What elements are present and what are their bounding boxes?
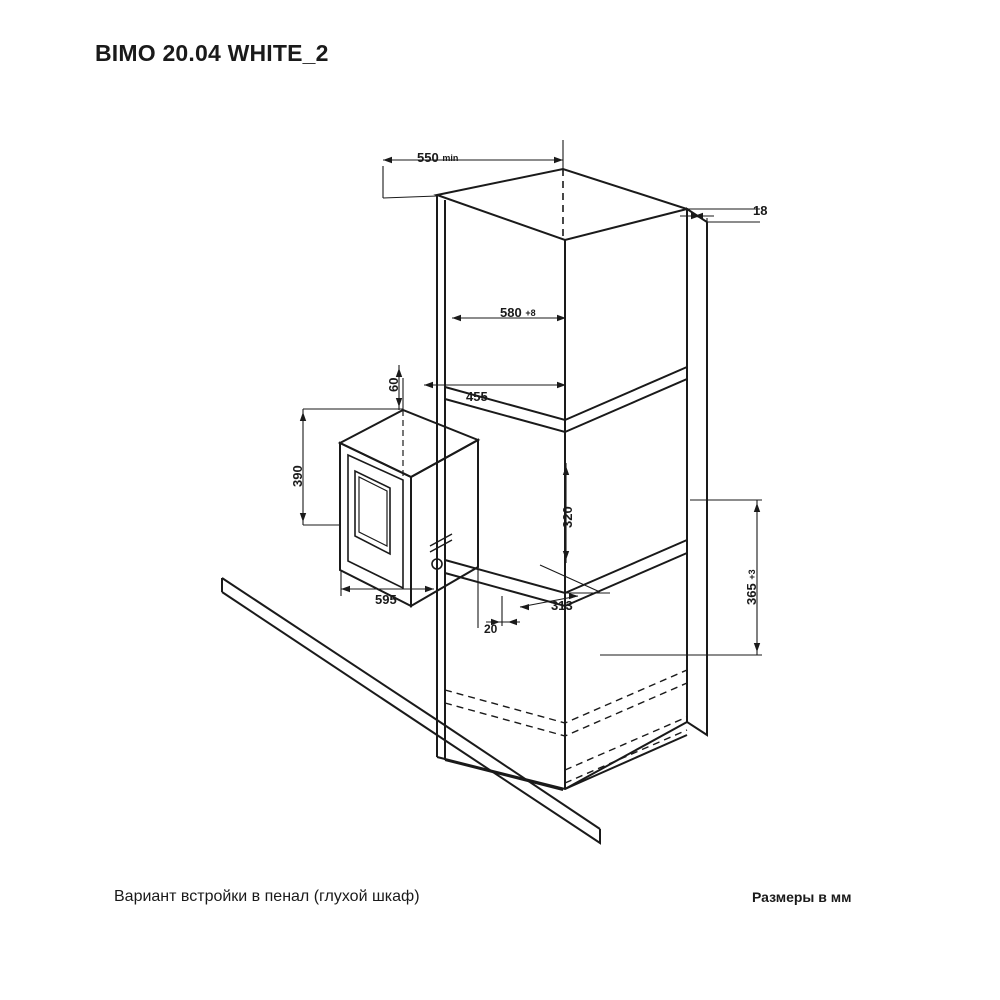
dim-label-oven-top-gap: 60 <box>386 377 401 392</box>
dim-label-oven-width: 595 <box>375 592 397 607</box>
dim-label-niche-height: 365 +3 <box>744 569 759 605</box>
dim-label-oven-depth: 455 <box>466 389 488 404</box>
dim-label-cabinet-width: 550 min <box>417 150 459 165</box>
cabinet-back-edge <box>563 169 565 789</box>
dimension-lines <box>300 140 762 655</box>
cabinet-top-panel <box>437 169 687 240</box>
dim-label-oven-height: 390 <box>290 465 305 487</box>
dim-label-front-offset: 20 <box>484 622 498 636</box>
dim-label-niche-depth: 580 +8 <box>500 305 536 320</box>
dim-label-niche-inner-height: 320 <box>560 506 575 528</box>
page-title: BIMO 20.04 WHITE_2 <box>95 40 329 66</box>
floor-line <box>222 578 600 843</box>
dim-label-panel-thickness: 18 <box>753 203 768 218</box>
dim-label-body-depth: 313 <box>551 598 573 613</box>
caption-installation-variant: Вариант встройки в пенал (глухой шкаф) <box>114 888 420 905</box>
caption-units: Размеры в мм <box>752 889 852 905</box>
cabinet-right-panel <box>687 209 707 735</box>
cabinet-front-left-edge <box>437 195 445 760</box>
